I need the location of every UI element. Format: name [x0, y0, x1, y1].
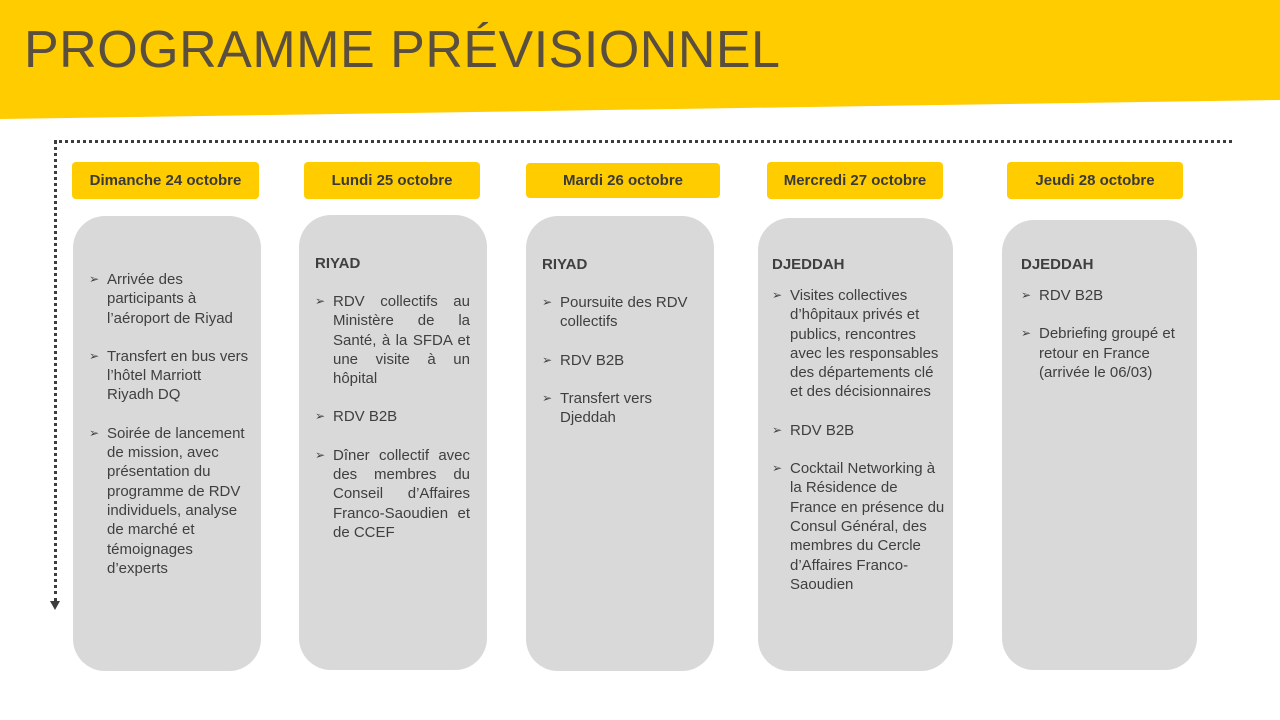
day-card-lundi	[299, 215, 487, 670]
activity-list	[772, 286, 947, 594]
list-item: ➢ Transfert vers Djeddah	[542, 389, 652, 427]
day-card-mercredi	[758, 218, 953, 671]
list-item: ➢ RDV collectifs au Ministère de la Santé, à la SFDA et une visite à un hôpital	[315, 293, 470, 388]
day-card-dimanche	[73, 216, 261, 671]
arrow-bullet-icon: ➢	[772, 461, 783, 476]
day-card-jeudi	[1002, 220, 1197, 670]
day-label-jeudi: Jeudi 28 octobre	[1007, 162, 1183, 199]
activity-list	[542, 293, 704, 427]
list-item: ➢ RDV B2B	[772, 421, 855, 439]
arrow-bullet-icon: ➢	[315, 409, 326, 424]
day-label-dimanche: Dimanche 24 octobre	[72, 162, 259, 199]
arrow-bullet-icon: ➢	[315, 294, 326, 308]
list-item: ➢ Debriefing groupé et retour en France (arrivée le 06/03)	[1021, 325, 1175, 381]
day-label-mardi: Mardi 26 octobre	[526, 163, 720, 198]
arrow-bullet-icon: ➢	[1021, 326, 1032, 341]
activity-list	[315, 292, 470, 542]
day-card-mardi	[526, 216, 714, 671]
arrow-bullet-icon: ➢	[542, 352, 553, 367]
list-item: ➢ RDV B2B	[542, 351, 625, 369]
list-item: ➢ Visites collectives d’hôpitaux privés et publics, rencontres avec les responsables des départements clé et des décisionnaires	[772, 287, 939, 401]
timeline-arrow-icon	[50, 601, 60, 610]
activity-list	[89, 270, 249, 578]
timeline-vertical-line	[54, 140, 57, 602]
city-label: DJEDDAH	[1021, 256, 1094, 273]
arrow-bullet-icon: ➢	[89, 272, 100, 286]
day-label-mercredi: Mercredi 27 octobre	[767, 162, 943, 199]
arrow-bullet-icon: ➢	[542, 390, 553, 405]
activity-list	[1021, 286, 1191, 382]
arrow-bullet-icon: ➢	[89, 348, 100, 363]
day-label-lundi: Lundi 25 octobre	[304, 162, 480, 199]
arrow-bullet-icon: ➢	[772, 288, 783, 302]
city-label: RIYAD	[542, 256, 588, 273]
list-item: ➢ Cocktail Networking à la Résidence de France en présence du Consul Général, des membres du Cercle d’Affaires Franco-Saoudien	[772, 460, 945, 593]
arrow-bullet-icon: ➢	[89, 425, 100, 440]
timeline-line	[54, 140, 1232, 143]
list-item: ➢ Transfert en bus vers l’hôtel Marriott Riyadh DQ	[89, 347, 249, 404]
list-item: ➢ RDV B2B	[315, 408, 398, 426]
page-title: PROGRAMME PRÉVISIONNEL	[24, 21, 781, 79]
arrow-bullet-icon: ➢	[772, 422, 783, 437]
list-item: ➢ Arrivée des participants à l’aéroport de Riyad	[89, 271, 233, 327]
city-label: DJEDDAH	[772, 256, 845, 273]
list-item: ➢ Dîner collectif avec des membres du Conseil d’Affaires Franco-Saoudien et de CCEF	[315, 446, 470, 541]
arrow-bullet-icon: ➢	[315, 447, 326, 462]
list-item: ➢ RDV B2B	[1021, 287, 1104, 304]
list-item: ➢ Poursuite des RDV collectifs	[542, 294, 688, 331]
city-label: RIYAD	[315, 255, 361, 272]
list-item: ➢ Soirée de lancement de mission, avec présentation du programme de RDV individuels, analyse de marché et témoignages d’experts	[89, 424, 245, 577]
arrow-bullet-icon: ➢	[542, 295, 553, 309]
arrow-bullet-icon: ➢	[1021, 288, 1032, 302]
